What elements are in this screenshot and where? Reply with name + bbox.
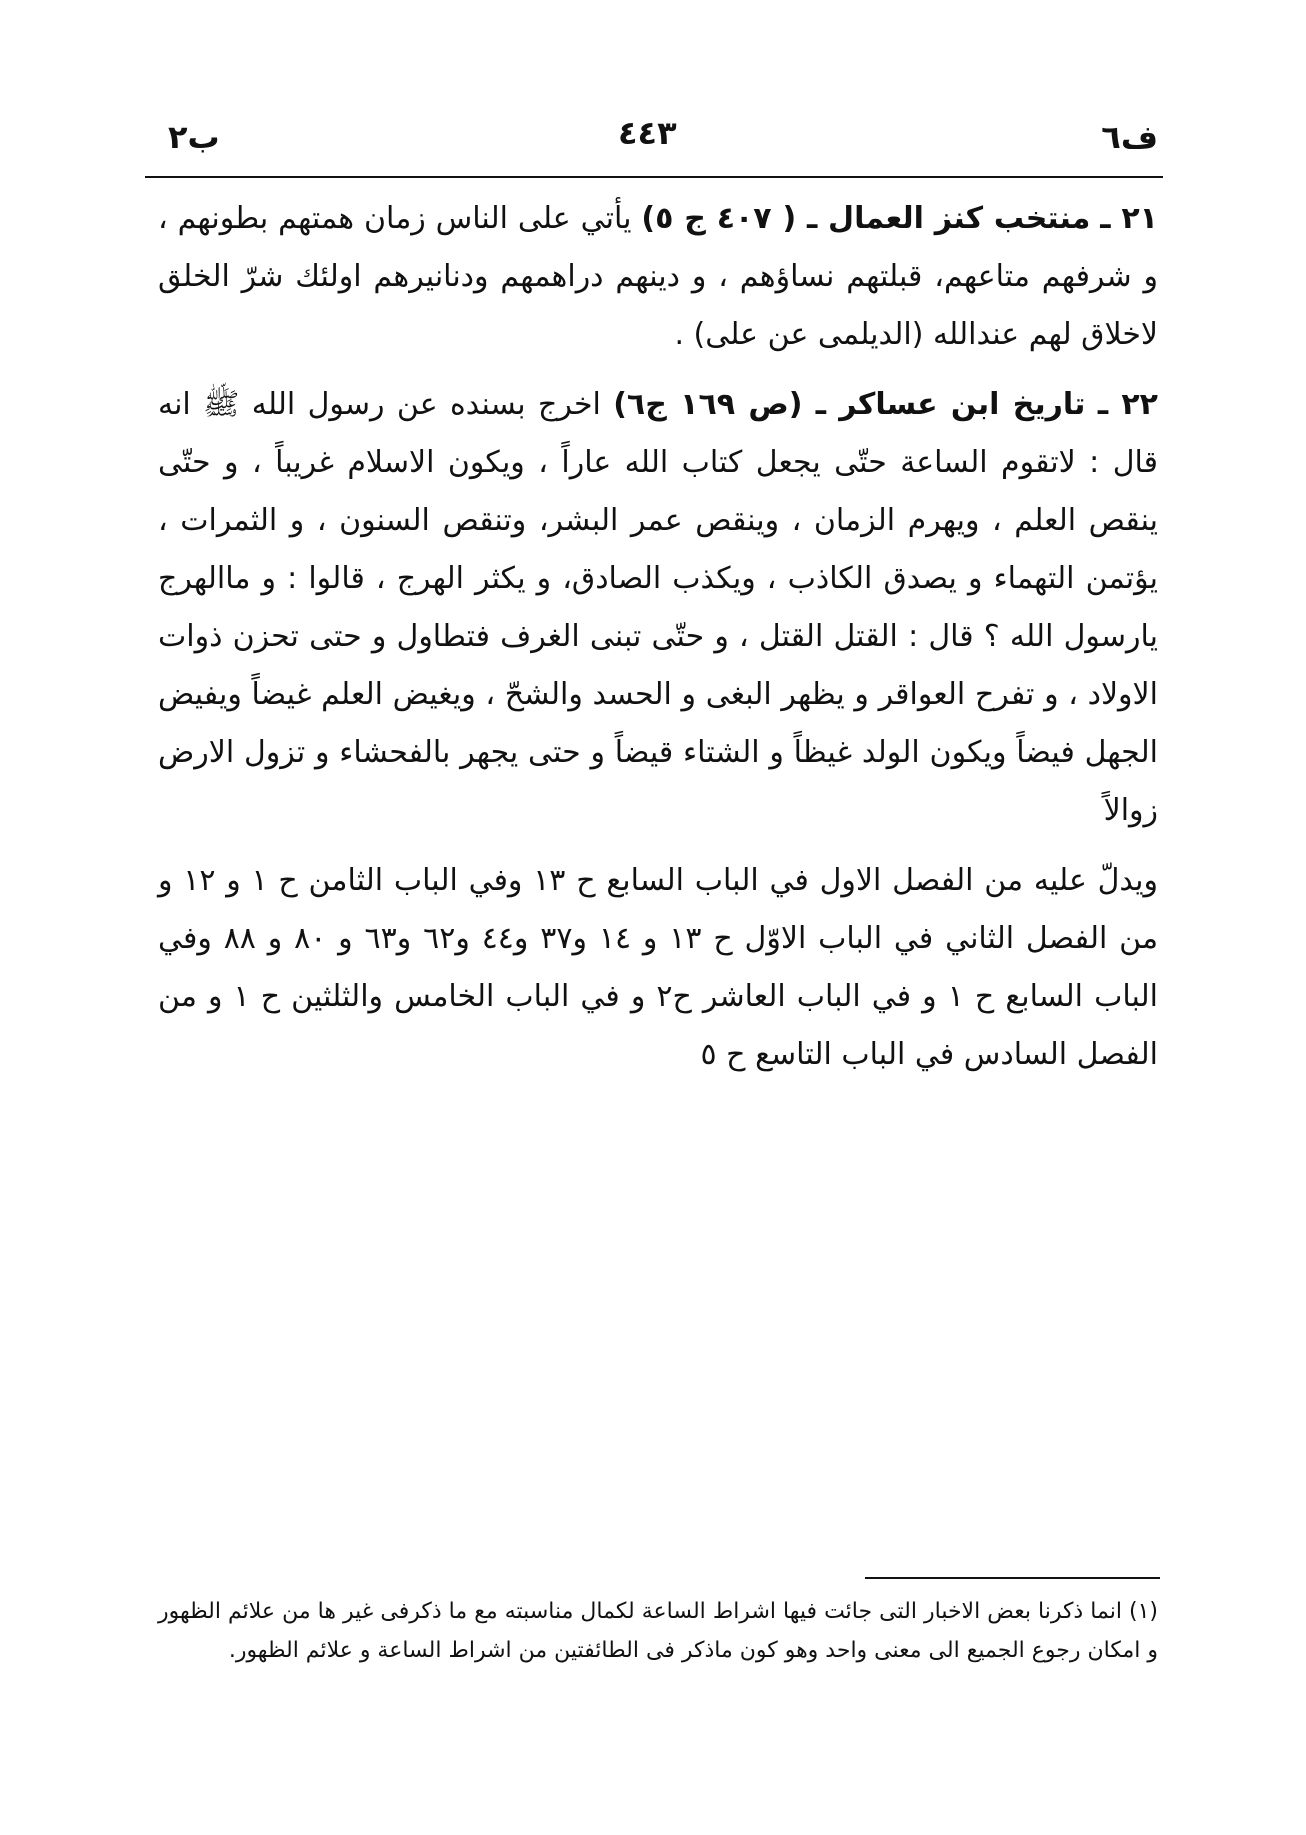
entry-number: ٢١ ـ <box>1100 201 1158 236</box>
entry-text: اخرج بسنده عن رسول الله ﷺ انه قال : لاتقوم الساعة حتّى يجعل كتاب الله عاراً ، ويكون الاسلام غريباً ، و حتّى ينقص العلم ، ويهرم الزمان ، وينقص عمر البشر، وتنقص السنون ، و الثمرات ، يؤتمن التهماء و يصدق الكاذب ، ويكذب الصادق، و يكثر الهرج ، قالوا : و ماالهرج يارسول الله ؟ قال : القتل القتل ، و حتّى تبنى الغرف فتطاول و حتى تحزن ذوات الاولاد ، و تفرح العواقر و يظهر البغى و الحسد والشحّ ، ويغيض العلم غيضاً ويفيض الجهل فيضاً ويكون الولد غيظاً و الشتاء قيضاً و حتى يجهر بالفحشاء و تزول الارض زوالاً <box>158 387 1158 828</box>
page-body <box>158 190 1158 1084</box>
entry-text: يأتي على الناس زمان همتهم بطونهم ، و شرفهم متاعهم، قبلتهم نساؤهم ، و دينهم دراهمهم ودنانيرهم اولئك شرّ الخلق لاخلاق لهم عندالله (الديلمى عن على) . <box>158 201 1158 352</box>
header-divider <box>145 176 1163 178</box>
references-paragraph: ويدلّ عليه من الفصل الاول في الباب السابع ح ١٣ وفي الباب الثامن ح ١ و ١٢ و من الفصل الثاني في الباب الاوّل ح ١٣ و ١٤ و٣٧ و٤٤ و٦٢ و٦٣ و ٨٠ و ٨٨ وفي الباب السابع ح ١ و في الباب العاشر ح٢ و في الباب الخامس والثلثين ح ١ و من الفصل السادس في الباب التاسع ح ٥ <box>158 863 1159 1072</box>
footnote-divider <box>865 1577 1160 1579</box>
entry-22 <box>158 376 1158 840</box>
page-number: ٤٤٣ <box>618 114 677 152</box>
page-header <box>148 114 1158 168</box>
entry-source: منتخب كنز العمال ـ ( ٤٠٧ ج ٥) <box>641 201 1091 236</box>
entry-number: ٢٢ ـ <box>1097 387 1158 422</box>
header-left-label: ب٢ <box>168 118 220 156</box>
header-right-label: ف٦ <box>1101 118 1158 156</box>
entry-source: تاريخ ابن عساكر ـ (ص ١٦٩ ج٦) <box>613 387 1086 422</box>
footnote: (١) انما ذكرنا بعض الاخبار التى جائت فيها اشراط الساعة لكمال مناسبته مع ما ذكرفى غير ها من علائم الظهور و امكان رجوع الجميع الى معنى واحد وهو كون ماذكر فى الطائفتين من اشراط الساعة و علائم الظهور. <box>158 1599 1158 1663</box>
entry-21 <box>158 190 1158 364</box>
